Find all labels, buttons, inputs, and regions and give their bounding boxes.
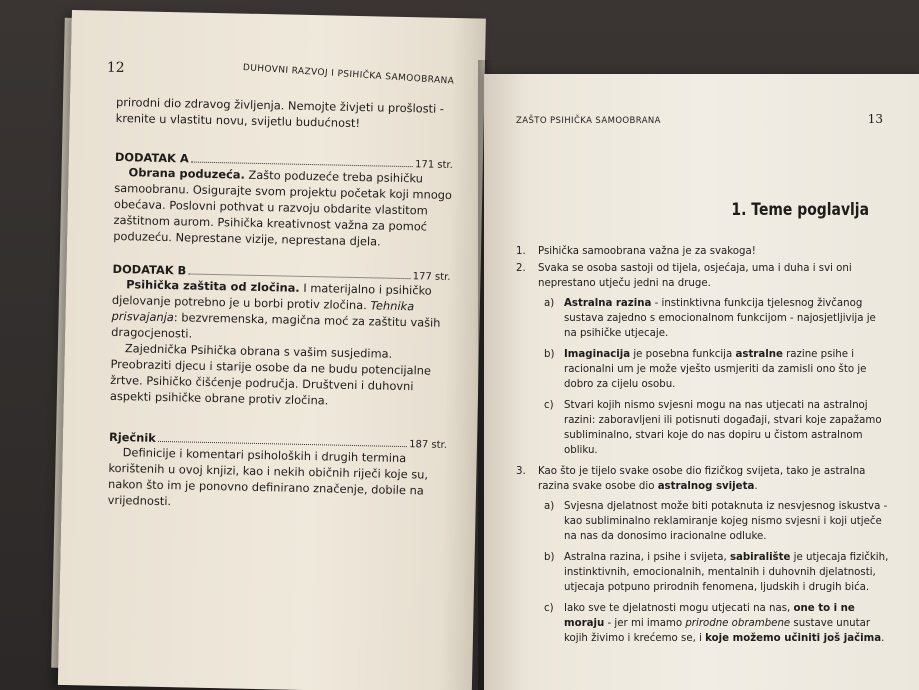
right-page bbox=[484, 74, 919, 690]
bold-term: Astralna razina bbox=[564, 298, 652, 309]
section-text: : bezvremenska, magična moć za zaštitu vaših dragocjenosti. bbox=[111, 310, 441, 341]
section-heading-label: Rječnik bbox=[108, 429, 156, 445]
sub-list-marker: a) bbox=[544, 501, 555, 512]
bold-term: Imaginacija bbox=[564, 349, 631, 360]
left-page bbox=[58, 10, 486, 690]
right-page-header bbox=[516, 112, 889, 126]
sub-list-text: je posebna funkcija astralne razine psihe i racionalni um je može vješto usmjeriti da zamisli ono što je dobro za cijelu osobu. bbox=[564, 349, 867, 390]
sub-list-item bbox=[538, 296, 889, 341]
sub-list-text: . bbox=[881, 633, 885, 644]
sub-list-marker: b) bbox=[544, 552, 555, 563]
chapter-title: 1. Teme poglavlja bbox=[731, 200, 869, 220]
section-body bbox=[113, 164, 453, 251]
sub-list-marker: c) bbox=[544, 603, 554, 614]
section-dodatak-b bbox=[110, 262, 451, 411]
list-item-text: Psihička samoobrana važna je za svakoga! bbox=[538, 246, 756, 257]
leader-dots bbox=[188, 265, 411, 279]
bold-term: astralnog svijeta bbox=[657, 481, 755, 492]
bold-term: one to i ne moraju bbox=[564, 603, 855, 629]
sub-list-text: Astralna razina, i psihe i svijeta, bbox=[564, 552, 730, 563]
right-running-head: ZAŠTO PSIHIČKA SAMOOBRANA bbox=[516, 116, 661, 126]
sub-list-marker: a) bbox=[544, 298, 555, 309]
sub-list-text: - jer mi imamo bbox=[604, 618, 686, 629]
section-text: Zajednička Psihička obrana s vašim susjedima. Preobraziti djecu i starije osobe da ne budu potencijalne žrtve. Psihičko čišćenje područja. Društveni i duhovni aspekti psihičke obrane protiv zločina. bbox=[109, 341, 432, 408]
section-page-ref: 187 str. bbox=[409, 439, 448, 451]
section-subtitle: Psihička zaštita od zločina. bbox=[126, 277, 300, 295]
sub-list-item bbox=[538, 499, 889, 544]
sub-list-item bbox=[538, 601, 889, 646]
list-marker: 3. bbox=[516, 466, 526, 477]
section-heading-label: DODATAK B bbox=[112, 261, 187, 278]
section-page-ref: 177 str. bbox=[412, 271, 451, 283]
sub-list-item bbox=[538, 347, 889, 392]
right-page-number: 13 bbox=[867, 112, 883, 126]
section-page-ref: 171 str. bbox=[414, 159, 453, 172]
intro-paragraph: prirodni dio zdravog življenja. Nemojte živjeti u prošlosti - krenite u vlastitu novu, svijetlu budućnost! bbox=[115, 94, 445, 131]
section-italic-term: Tehnika prisvajanja bbox=[111, 298, 415, 325]
sub-list-text: sustave unutar kojih živimo i krećemo se, i bbox=[564, 618, 871, 644]
italic-term: prirodne obrambene bbox=[685, 618, 791, 629]
sub-list-item bbox=[538, 550, 889, 595]
left-page-header bbox=[106, 57, 455, 87]
section-text: Zašto poduzeće treba psihičku samoobranu. Osigurajte svom projektu početak koji mnogo obećava. Poslovni pothvat u razvoju obdarite vlastitom zaštitnom aurom. Psihička kreativnost važna za pomoć poduzeću. Neprestane vizije, neprestana djela. bbox=[113, 167, 453, 249]
sub-list-marker: c) bbox=[544, 400, 554, 411]
list-item bbox=[516, 244, 889, 259]
list-item-text: . bbox=[754, 481, 758, 492]
bold-term: koje možemo učiniti još jačima bbox=[705, 633, 882, 644]
topic-list bbox=[516, 244, 889, 646]
sub-list-text: - instinktivna funkcija tjelesnog živčanog sustava zajedno s emocionalnom funkcijom - najosjetljivija je na psihičke utjecaje. bbox=[564, 298, 876, 339]
bold-term: sabiralište bbox=[729, 552, 791, 563]
section-text: Definicije i komentari psiholoških i drugih termina korištenih u ovoj knjizi, kao i nekih običnih riječi koje su, nakon što im je ponovno definirano značenje, dobile na vrijednosti. bbox=[107, 445, 429, 509]
sub-list-text: je utjecaja fizičkih, instinktivnih, emocionalnih, mentalnih i duhovnih djelatnosti, utjecaja potpuno prirodnih fenomena, ljudskih i drugih bića. bbox=[564, 552, 889, 593]
left-page-number: 12 bbox=[106, 59, 125, 77]
list-marker: 2. bbox=[516, 263, 526, 274]
section-subtitle: Obrana poduzeća. bbox=[128, 165, 246, 182]
bold-term: astralne bbox=[735, 349, 783, 360]
section-dodatak-a bbox=[113, 150, 453, 251]
sub-list-marker: b) bbox=[544, 349, 555, 360]
section-body bbox=[111, 276, 450, 347]
list-item-text: Svaka se osoba sastoji od tijela, osjećaja, uma i duha i svi oni neprestano utječu jedni na druge. bbox=[538, 263, 852, 289]
sub-list-text: Stvari kojih nismo svjesni mogu na nas utjecati na astralnoj razini: zaboravljeni ili potisnuti događaji, stvari koje zapažamo subliminalno, stvari koje do nas dopiru u čistom astralnom obliku. bbox=[564, 400, 882, 456]
sub-list bbox=[538, 499, 889, 646]
list-item-text: Kao što je tijelo svake osobe dio fizičkog svijeta, tako je astralna razina svake osobe dio bbox=[538, 466, 866, 492]
section-text: I materijalno i psihičko djelovanje potrebno je u borbi protiv zločina. bbox=[111, 280, 432, 313]
sub-list-item bbox=[538, 398, 889, 458]
list-marker: 1. bbox=[516, 246, 526, 257]
section-rjecnik bbox=[108, 430, 448, 515]
leader-dots bbox=[191, 154, 414, 168]
list-item bbox=[516, 464, 889, 646]
left-running-head: DUHOVNI RAZVOJ I PSIHIČKA SAMOOBRANA bbox=[242, 62, 455, 87]
list-item bbox=[516, 261, 889, 458]
sub-list-text: Iako sve te djelatnosti mogu utjecati na nas, bbox=[564, 603, 794, 614]
sub-list-text: Svjesna djelatnost može biti potaknuta iz nesvjesnog iskustva - kao subliminalno reklamiranje kojeg nismo svjesni i koji utječe na nas da donosimo iracionalne odluke. bbox=[564, 501, 888, 542]
sub-list bbox=[538, 296, 889, 458]
section-heading-label: DODATAK A bbox=[114, 149, 189, 166]
